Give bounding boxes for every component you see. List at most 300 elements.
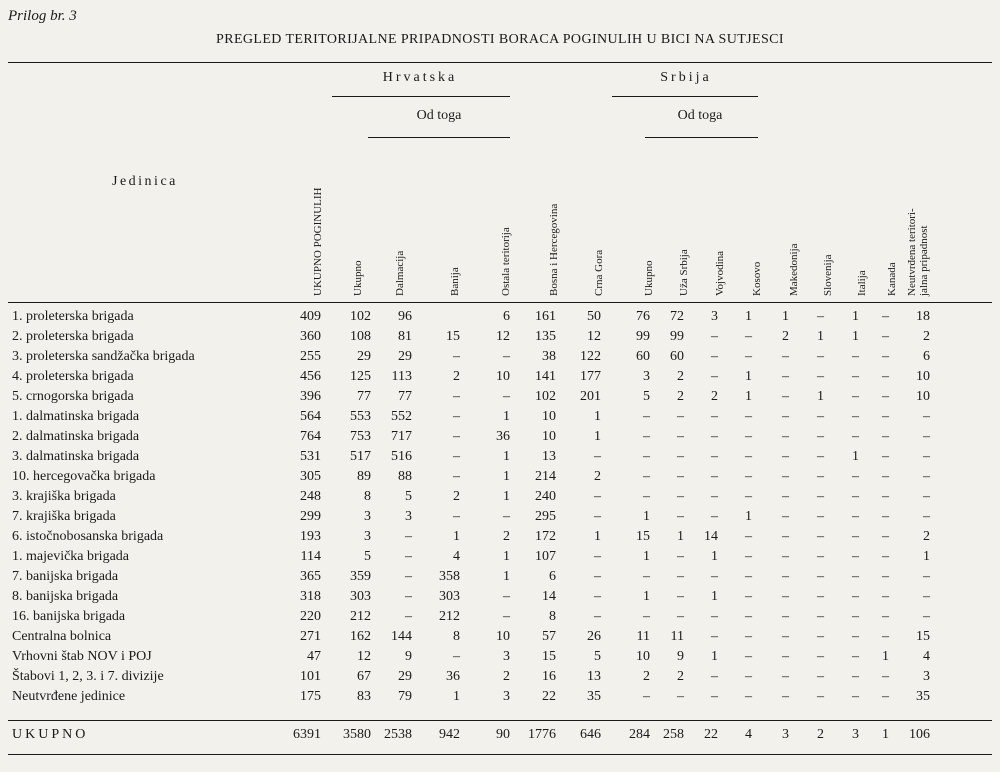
table-cell: 35	[587, 689, 601, 704]
table-cell: –	[711, 669, 718, 684]
table-row	[0, 647, 1000, 667]
table-cell: –	[453, 349, 460, 364]
table-cell: –	[782, 429, 789, 444]
table-cell: –	[745, 569, 752, 584]
table-cell: 141	[535, 369, 556, 384]
table-cell: –	[923, 509, 930, 524]
table-cell: 258	[663, 727, 684, 742]
table-cell: –	[923, 569, 930, 584]
table-row	[0, 307, 1000, 327]
table-cell: –	[643, 449, 650, 464]
table-cell: –	[503, 609, 510, 624]
table-cell: –	[643, 469, 650, 484]
table-cell: –	[782, 689, 789, 704]
table-cell: 212	[439, 609, 460, 624]
table-cell: –	[503, 389, 510, 404]
col-header-italija: Italija	[856, 270, 868, 296]
table-cell: –	[782, 649, 789, 664]
table-cell: –	[817, 689, 824, 704]
table-row	[0, 527, 1000, 547]
col-header-neutvrdena: Neutvrđena teritori- jalna pripadnost	[906, 208, 930, 296]
table-cell: 13	[542, 449, 556, 464]
col-header-crna-gora: Crna Gora	[593, 249, 605, 296]
row-unit-name: 4. proleterska brigada	[12, 369, 134, 384]
table-cell: –	[711, 469, 718, 484]
table-cell: –	[817, 669, 824, 684]
table-cell: –	[782, 669, 789, 684]
table-cell: 3	[923, 669, 930, 684]
table-cell: –	[882, 549, 889, 564]
table-cell: –	[817, 629, 824, 644]
table-cell: –	[711, 329, 718, 344]
table-cell: 96	[398, 309, 412, 324]
table-cell: 201	[580, 389, 601, 404]
appendix-label: Prilog br. 3	[8, 8, 77, 24]
table-cell: 564	[300, 409, 321, 424]
table-cell: –	[453, 469, 460, 484]
table-cell: 1	[503, 409, 510, 424]
table-cell: 359	[350, 569, 371, 584]
table-cell: –	[745, 549, 752, 564]
table-cell: –	[782, 349, 789, 364]
table-cell: –	[852, 509, 859, 524]
table-cell: 29	[398, 669, 412, 684]
table-cell: –	[745, 329, 752, 344]
table-cell: 2	[817, 727, 824, 742]
table-cell: –	[817, 449, 824, 464]
table-cell: 29	[357, 349, 371, 364]
table-cell: 717	[391, 429, 412, 444]
table-cell: –	[817, 549, 824, 564]
table-cell: –	[453, 449, 460, 464]
table-cell: –	[882, 329, 889, 344]
table-cell: –	[745, 589, 752, 604]
table-cell: 193	[300, 529, 321, 544]
table-cell: –	[852, 349, 859, 364]
table-cell: –	[882, 589, 889, 604]
table-cell: –	[817, 349, 824, 364]
table-row	[0, 467, 1000, 487]
table-row	[0, 627, 1000, 647]
table-cell: 3	[405, 509, 412, 524]
table-cell: –	[594, 569, 601, 584]
table-cell: –	[817, 529, 824, 544]
table-cell: 89	[357, 469, 371, 484]
table-cell: 1	[852, 329, 859, 344]
table-cell: –	[817, 429, 824, 444]
table-cell: 18	[916, 309, 930, 324]
col-header-sr-ukupno: Ukupno	[643, 260, 655, 296]
table-cell: 1	[882, 649, 889, 664]
row-unit-name: 1. majevička brigada	[12, 549, 130, 564]
table-cell: 60	[636, 349, 650, 364]
table-cell: 1	[745, 369, 752, 384]
table-cell: –	[643, 429, 650, 444]
table-cell: –	[882, 409, 889, 424]
col-header-slovenija: Slovenija	[822, 254, 834, 296]
table-cell: 67	[357, 669, 371, 684]
table-cell: 83	[357, 689, 371, 704]
table-cell: –	[923, 469, 930, 484]
table-cell: 22	[704, 727, 718, 742]
table-row	[0, 687, 1000, 707]
table-cell: 1	[503, 569, 510, 584]
table-cell: –	[923, 609, 930, 624]
table-row	[0, 327, 1000, 347]
table-cell: 303	[350, 589, 371, 604]
table-cell: –	[782, 369, 789, 384]
table-cell: –	[852, 489, 859, 504]
table-cell: 1	[503, 489, 510, 504]
table-cell: –	[852, 609, 859, 624]
table-cell: –	[923, 429, 930, 444]
table-cell: 1	[852, 449, 859, 464]
table-cell: 2	[503, 669, 510, 684]
table-cell: –	[594, 589, 601, 604]
table-cell: –	[852, 469, 859, 484]
table-cell: 5	[364, 549, 371, 564]
table-cell: –	[852, 529, 859, 544]
table-cell: 79	[398, 689, 412, 704]
table-cell: –	[882, 369, 889, 384]
table-cell: 396	[300, 389, 321, 404]
table-cell: –	[594, 509, 601, 524]
table-cell: 5	[643, 389, 650, 404]
table-cell: 516	[391, 449, 412, 464]
table-cell: –	[852, 629, 859, 644]
table-cell: 248	[300, 489, 321, 504]
table-cell: 553	[350, 409, 371, 424]
table-cell: –	[503, 349, 510, 364]
table-cell: 531	[300, 449, 321, 464]
table-cell: 1	[711, 549, 718, 564]
table-cell: 1	[923, 549, 930, 564]
table-cell: –	[745, 469, 752, 484]
table-cell: 102	[350, 309, 371, 324]
table-cell: –	[677, 569, 684, 584]
table-cell: 365	[300, 569, 321, 584]
table-cell: 6	[923, 349, 930, 364]
col-header-hr-ukupno: Ukupno	[352, 260, 364, 296]
table-cell: –	[782, 389, 789, 404]
table-cell: 2	[677, 669, 684, 684]
table-cell: 1	[817, 329, 824, 344]
table-cell: 15	[542, 649, 556, 664]
col-header-vojvodina: Vojvodina	[714, 250, 726, 296]
table-cell: 10	[916, 369, 930, 384]
table-cell: 1	[503, 469, 510, 484]
table-cell: –	[453, 389, 460, 404]
table-cell: –	[405, 609, 412, 624]
table-cell: –	[882, 349, 889, 364]
table-row	[0, 387, 1000, 407]
col-header-uza-srbija: Uža Srbija	[678, 249, 690, 296]
table-cell: –	[711, 349, 718, 364]
table-cell: 26	[587, 629, 601, 644]
table-cell: –	[882, 469, 889, 484]
table-cell: 1	[643, 549, 650, 564]
table-cell: –	[817, 369, 824, 384]
table-cell: 101	[300, 669, 321, 684]
total-row	[0, 725, 1000, 745]
table-cell: 77	[398, 389, 412, 404]
table-cell: –	[745, 529, 752, 544]
table-cell: –	[882, 429, 889, 444]
table-cell: –	[782, 549, 789, 564]
table-cell: –	[594, 609, 601, 624]
table-cell: 29	[398, 349, 412, 364]
table-cell: –	[852, 389, 859, 404]
table-row	[0, 667, 1000, 687]
table-cell: 144	[391, 629, 412, 644]
table-cell: 240	[535, 489, 556, 504]
table-cell: 1	[745, 509, 752, 524]
srbija-subgroup-header: Od toga	[677, 108, 723, 123]
table-cell: –	[882, 569, 889, 584]
table-cell: 3	[852, 727, 859, 742]
table-cell: 3	[503, 689, 510, 704]
table-cell: –	[711, 369, 718, 384]
row-unit-name: 10. hercegovačka brigada	[12, 469, 156, 484]
table-cell: 2	[643, 669, 650, 684]
table-row	[0, 427, 1000, 447]
table-cell: –	[745, 429, 752, 444]
table-cell: –	[745, 489, 752, 504]
table-cell: 2	[923, 329, 930, 344]
table-cell: 2	[453, 489, 460, 504]
table-cell: –	[817, 589, 824, 604]
table-cell: 3	[643, 369, 650, 384]
table-cell: 1	[594, 529, 601, 544]
row-unit-name: 7. banijska brigada	[12, 569, 119, 584]
table-cell: –	[852, 429, 859, 444]
row-unit-name: UKUPNO	[12, 727, 89, 742]
row-unit-name: Neutvrđene jedinice	[12, 689, 126, 704]
table-cell: 2	[711, 389, 718, 404]
table-cell: 36	[496, 429, 510, 444]
srbija-subgroup-rule	[645, 137, 758, 138]
table-cell: 76	[636, 309, 650, 324]
table-cell: 220	[300, 609, 321, 624]
table-cell: –	[503, 589, 510, 604]
table-cell: 764	[300, 429, 321, 444]
table-cell: –	[745, 669, 752, 684]
table-cell: –	[745, 449, 752, 464]
table-cell: –	[677, 509, 684, 524]
table-cell: –	[817, 469, 824, 484]
table-cell: 2	[677, 389, 684, 404]
table-cell: 77	[357, 389, 371, 404]
table-cell: 12	[357, 649, 371, 664]
table-cell: –	[852, 549, 859, 564]
row-unit-name: 3. krajiška brigada	[12, 489, 116, 504]
table-cell: 108	[350, 329, 371, 344]
table-cell: 1	[677, 529, 684, 544]
table-row	[0, 447, 1000, 467]
table-cell: –	[711, 689, 718, 704]
table-cell: –	[852, 689, 859, 704]
table-cell: 2	[923, 529, 930, 544]
row-unit-name: 1. proleterska brigada	[12, 309, 134, 324]
table-cell: 90	[496, 727, 510, 742]
table-top-rule	[8, 62, 992, 63]
table-cell: –	[882, 389, 889, 404]
table-row	[0, 607, 1000, 627]
table-cell: 10	[542, 409, 556, 424]
row-unit-name: 5. crnogorska brigada	[12, 389, 134, 404]
table-cell: –	[643, 489, 650, 504]
table-cell: 212	[350, 609, 371, 624]
table-cell: –	[711, 569, 718, 584]
table-cell: 409	[300, 309, 321, 324]
table-cell: 1	[594, 429, 601, 444]
document-title: PREGLED TERITORIJALNE PRIPADNOSTI BORACA POGINULIH U BICI NA SUTJESCI	[216, 32, 784, 47]
table-cell: –	[405, 529, 412, 544]
table-cell: 35	[916, 689, 930, 704]
table-cell: –	[782, 629, 789, 644]
table-cell: 753	[350, 429, 371, 444]
table-cell: 646	[580, 727, 601, 742]
table-cell: 305	[300, 469, 321, 484]
table-cell: –	[782, 469, 789, 484]
table-cell: 1	[503, 549, 510, 564]
row-unit-name: 2. dalmatinska brigada	[12, 429, 140, 444]
table-cell: 15	[636, 529, 650, 544]
jedinica-column-header: Jedinica	[112, 174, 178, 189]
table-row	[0, 507, 1000, 527]
table-cell: 284	[629, 727, 650, 742]
table-cell: 9	[677, 649, 684, 664]
row-unit-name: Štabovi 1, 2, 3. i 7. divizije	[12, 669, 164, 684]
table-cell: 36	[446, 669, 460, 684]
table-cell: 2538	[384, 727, 412, 742]
table-cell: 15	[446, 329, 460, 344]
table-cell: –	[817, 609, 824, 624]
table-cell: 175	[300, 689, 321, 704]
table-cell: 2	[453, 369, 460, 384]
table-cell: 3	[364, 529, 371, 544]
table-cell: 99	[670, 329, 684, 344]
table-cell: –	[677, 489, 684, 504]
table-cell: 11	[636, 629, 650, 644]
hrvatska-group-rule	[332, 96, 510, 97]
table-row	[0, 547, 1000, 567]
table-cell: 1	[882, 727, 889, 742]
hrvatska-subgroup-header: Od toga	[416, 108, 462, 123]
table-cell: 6	[549, 569, 556, 584]
table-row	[0, 587, 1000, 607]
table-cell: –	[677, 549, 684, 564]
table-cell: 1	[817, 389, 824, 404]
table-cell: 3	[782, 727, 789, 742]
table-cell: –	[882, 449, 889, 464]
col-header-dalmacija: Dalmacija	[394, 250, 406, 296]
table-cell: 1	[643, 589, 650, 604]
table-cell: –	[852, 369, 859, 384]
table-cell: 552	[391, 409, 412, 424]
table-cell: 1	[711, 589, 718, 604]
table-cell: –	[677, 469, 684, 484]
table-cell: 10	[496, 369, 510, 384]
table-cell: –	[711, 489, 718, 504]
table-cell: –	[882, 669, 889, 684]
table-cell: 10	[542, 429, 556, 444]
col-header-ostala: Ostala teritorija	[500, 227, 512, 296]
table-cell: 255	[300, 349, 321, 364]
table-cell: 11	[670, 629, 684, 644]
table-cell: –	[453, 409, 460, 424]
table-cell: 2	[782, 329, 789, 344]
table-cell: 13	[587, 669, 601, 684]
table-cell: –	[817, 409, 824, 424]
table-cell: 2	[503, 529, 510, 544]
hrvatska-group-header: Hrvatska	[382, 70, 458, 85]
table-cell: 3580	[343, 727, 371, 742]
row-unit-name: Centralna bolnica	[12, 629, 112, 644]
table-cell: 2	[594, 469, 601, 484]
table-cell: 1	[782, 309, 789, 324]
table-cell: 114	[300, 549, 321, 564]
table-cell: 8	[364, 489, 371, 504]
table-cell: –	[852, 569, 859, 584]
table-cell: 360	[300, 329, 321, 344]
col-header-kanada: Kanada	[886, 262, 898, 296]
table-cell: 1	[453, 689, 460, 704]
table-cell: 303	[439, 589, 460, 604]
table-cell: 177	[580, 369, 601, 384]
row-unit-name: 8. banijska brigada	[12, 589, 119, 604]
table-cell: –	[817, 649, 824, 664]
table-cell: 8	[549, 609, 556, 624]
table-cell: 295	[535, 509, 556, 524]
table-cell: –	[677, 589, 684, 604]
table-cell: 10	[496, 629, 510, 644]
table-cell: –	[852, 649, 859, 664]
row-unit-name: 6. istočnobosanska brigada	[12, 529, 164, 544]
table-cell: –	[745, 649, 752, 664]
table-cell: –	[882, 609, 889, 624]
table-cell: –	[594, 489, 601, 504]
hrvatska-subgroup-rule	[368, 137, 510, 138]
table-cell: –	[782, 529, 789, 544]
table-cell: 162	[350, 629, 371, 644]
table-cell: 1	[745, 389, 752, 404]
table-cell: 318	[300, 589, 321, 604]
table-cell: –	[643, 409, 650, 424]
table-cell: 1776	[528, 727, 556, 742]
row-unit-name: 3. proleterska sandžačka brigada	[12, 349, 195, 364]
table-cell: –	[782, 569, 789, 584]
table-cell: 102	[535, 389, 556, 404]
table-cell: 107	[535, 549, 556, 564]
table-cell: –	[677, 449, 684, 464]
table-cell: –	[643, 689, 650, 704]
table-cell: –	[817, 569, 824, 584]
row-unit-name: 16. banijska brigada	[12, 609, 126, 624]
table-cell: 1	[503, 449, 510, 464]
table-cell: –	[453, 509, 460, 524]
table-cell: 456	[300, 369, 321, 384]
table-cell: –	[745, 689, 752, 704]
table-cell: –	[923, 409, 930, 424]
table-cell: –	[745, 349, 752, 364]
table-cell: 16	[542, 669, 556, 684]
table-cell: 517	[350, 449, 371, 464]
table-cell: –	[882, 629, 889, 644]
table-cell: –	[782, 409, 789, 424]
table-cell: 1	[711, 649, 718, 664]
table-cell: 9	[405, 649, 412, 664]
